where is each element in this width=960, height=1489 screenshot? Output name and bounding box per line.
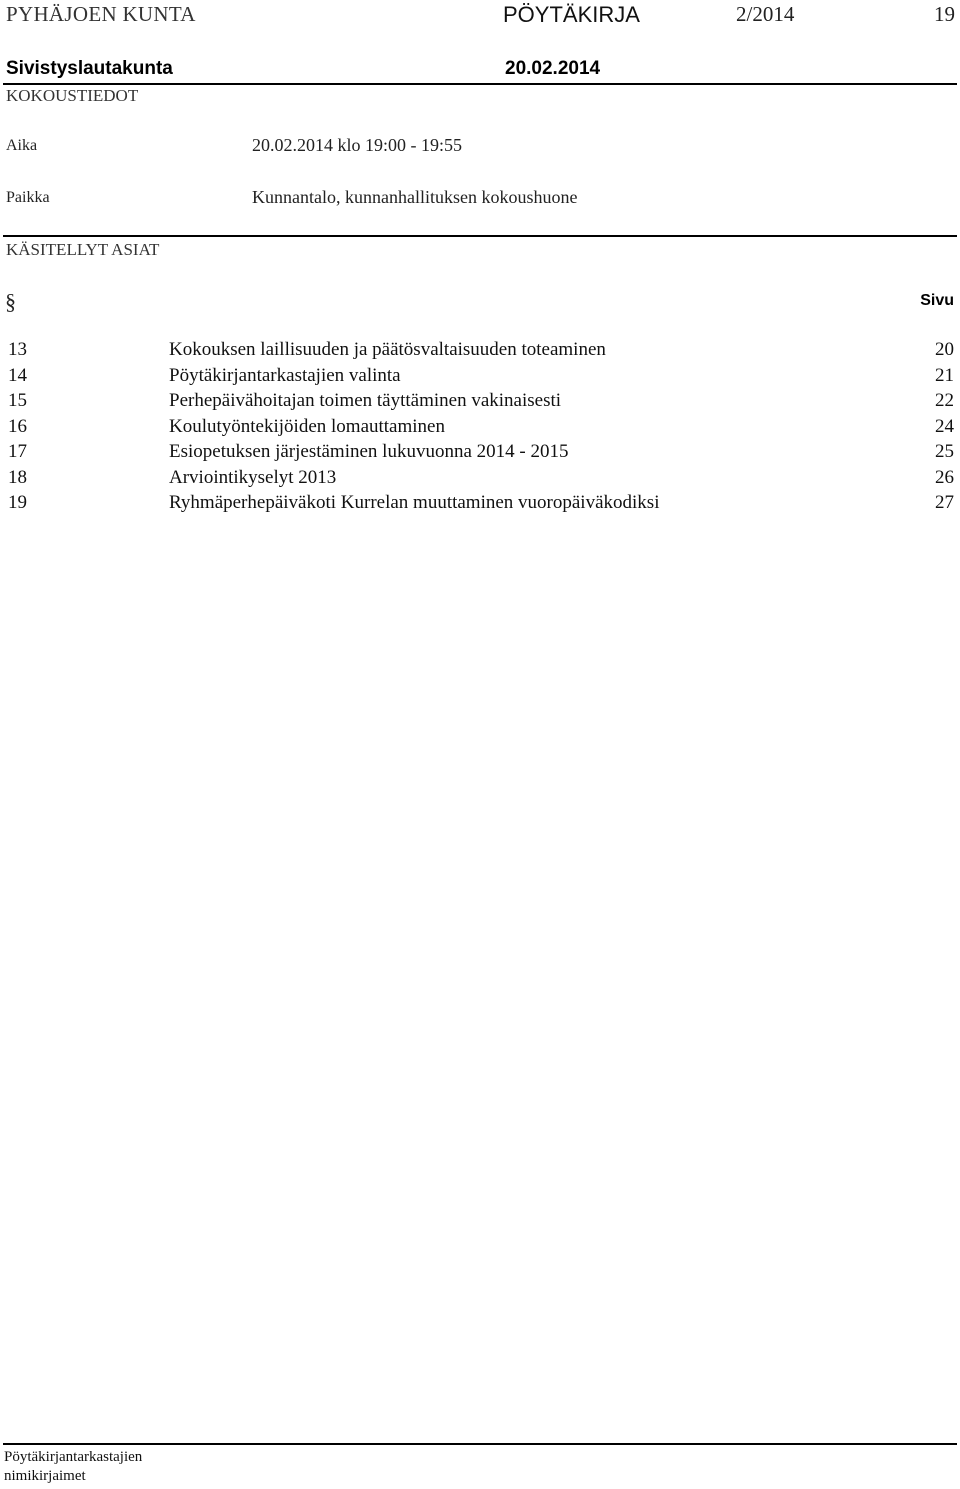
agenda-item-title: Pöytäkirjantarkastajien valinta [169,364,401,386]
time-value: 20.02.2014 klo 19:00 - 19:55 [252,135,462,155]
agenda-item-title: Koulutyöntekijöiden lomauttaminen [169,415,445,437]
agenda-item-number: 14 [8,364,27,386]
agenda-item-page: 24 [935,415,954,437]
footer-line-2: nimikirjaimet [4,1468,86,1484]
agenda-item [0,390,960,416]
agenda-item-title: Arviointikyselyt 2013 [169,466,337,488]
agenda-list [0,339,960,518]
agenda-item-number: 13 [8,339,27,360]
document-type: PÖYTÄKIRJA [503,2,640,27]
agenda-item-title: Ryhmäperhepäiväkoti Kurrelan muuttaminen vuoropäiväkodiksi [169,492,660,513]
agenda-item-number: 19 [8,492,27,513]
page-number: 19 [934,2,955,26]
footer-divider [3,1443,957,1445]
time-label: Aika [6,137,38,154]
agenda-item [0,365,960,391]
agenda-item [0,416,960,442]
page-column-label: Sivu [920,292,954,309]
header-divider [3,83,957,85]
agenda-item-page: 21 [935,364,954,386]
agenda-item-page: 22 [935,390,954,411]
organization-name: Sivistyslautakunta [6,58,173,79]
agenda-heading: KÄSITELLYT ASIAT [6,240,160,259]
place-label: Paikka [6,189,50,206]
agenda-item-page: 20 [935,339,954,360]
municipality-name: PYHÄJOEN KUNTA [6,2,196,26]
agenda-item [0,467,960,493]
agenda-item-title: Perhepäivähoitajan toimen täyttäminen vakinaisesti [169,390,562,411]
agenda-item-title: Kokouksen laillisuuden ja päätösvaltaisuuden toteaminen [169,339,606,360]
document-number: 2/2014 [736,2,795,26]
agenda-item-number: 15 [8,390,27,411]
agenda-item-number: 17 [8,441,27,462]
paragraph-symbol: § [5,289,16,314]
agenda-item-title: Esiopetuksen järjestäminen lukuvuonna 2014 - 2015 [169,441,569,462]
place-value: Kunnantalo, kunnanhallituksen kokoushuone [252,187,578,207]
agenda-item-page: 25 [935,441,954,462]
footer-line-1: Pöytäkirjantarkastajien [4,1449,143,1465]
agenda-item-page: 27 [935,492,954,513]
info-divider [3,235,957,237]
agenda-item-page: 26 [935,466,954,488]
agenda-item [0,492,960,518]
agenda-item [0,441,960,467]
meeting-info-heading: KOKOUSTIEDOT [6,86,139,105]
agenda-item-number: 16 [8,415,27,437]
meeting-date: 20.02.2014 [505,58,601,79]
agenda-item-number: 18 [8,466,27,488]
agenda-item [0,339,960,365]
